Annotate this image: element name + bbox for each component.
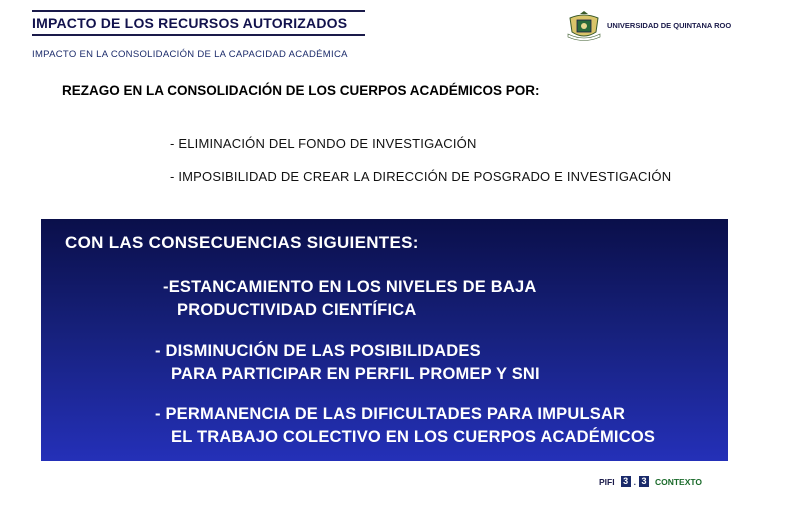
reason-item: - ELIMINACIÓN DEL FONDO DE INVESTIGACIÓN [170,136,477,151]
consequences-heading: CON LAS CONSECUENCIAS SIGUIENTES: [65,233,419,252]
page-title-box [32,10,365,36]
consequence-line: PRODUCTIVIDAD CIENTÍFICA [177,301,417,319]
footer-subsection-number[interactable]: 3 [639,476,649,487]
consequence-item [163,276,537,322]
footer-context-link[interactable]: CONTEXTO [654,476,703,487]
footer-pifi-label: PIFI [599,476,615,487]
university-crest-icon [566,10,602,42]
consequence-item [155,403,655,449]
university-name: UNIVERSIDAD DE QUINTANA ROO [607,21,732,30]
footer-section-number[interactable]: 3 [621,476,631,487]
consequence-item [155,340,540,386]
reason-item: - IMPOSIBILIDAD DE CREAR LA DIRECCIÓN DE POSGRADO E INVESTIGACIÓN [170,169,672,184]
footer-nav [599,476,702,487]
reasons-list [170,134,671,200]
consequence-line: - PERMANENCIA DE LAS DIFICULTADES PARA IMPULSAR [155,405,626,423]
consequence-line: EL TRABAJO COLECTIVO EN LOS CUERPOS ACADÉMICOS [171,428,656,446]
section-heading: REZAGO EN LA CONSOLIDACIÓN DE LOS CUERPOS ACADÉMICOS POR: [62,83,540,98]
consequence-line: PARA PARTICIPAR EN PERFIL PROMEP Y SNI [171,365,540,383]
consequences-panel [41,219,728,461]
page-title: IMPACTO DE LOS RECURSOS AUTORIZADOS [32,15,348,31]
consequence-line: -ESTANCAMIENTO EN LOS NIVELES DE BAJA [163,278,537,296]
footer-separator: . [633,476,636,487]
consequence-line: - DISMINUCIÓN DE LAS POSIBILIDADES [155,342,481,360]
page-subtitle: IMPACTO EN LA CONSOLIDACIÓN DE LA CAPACIDAD ACADÉMICA [32,49,348,60]
